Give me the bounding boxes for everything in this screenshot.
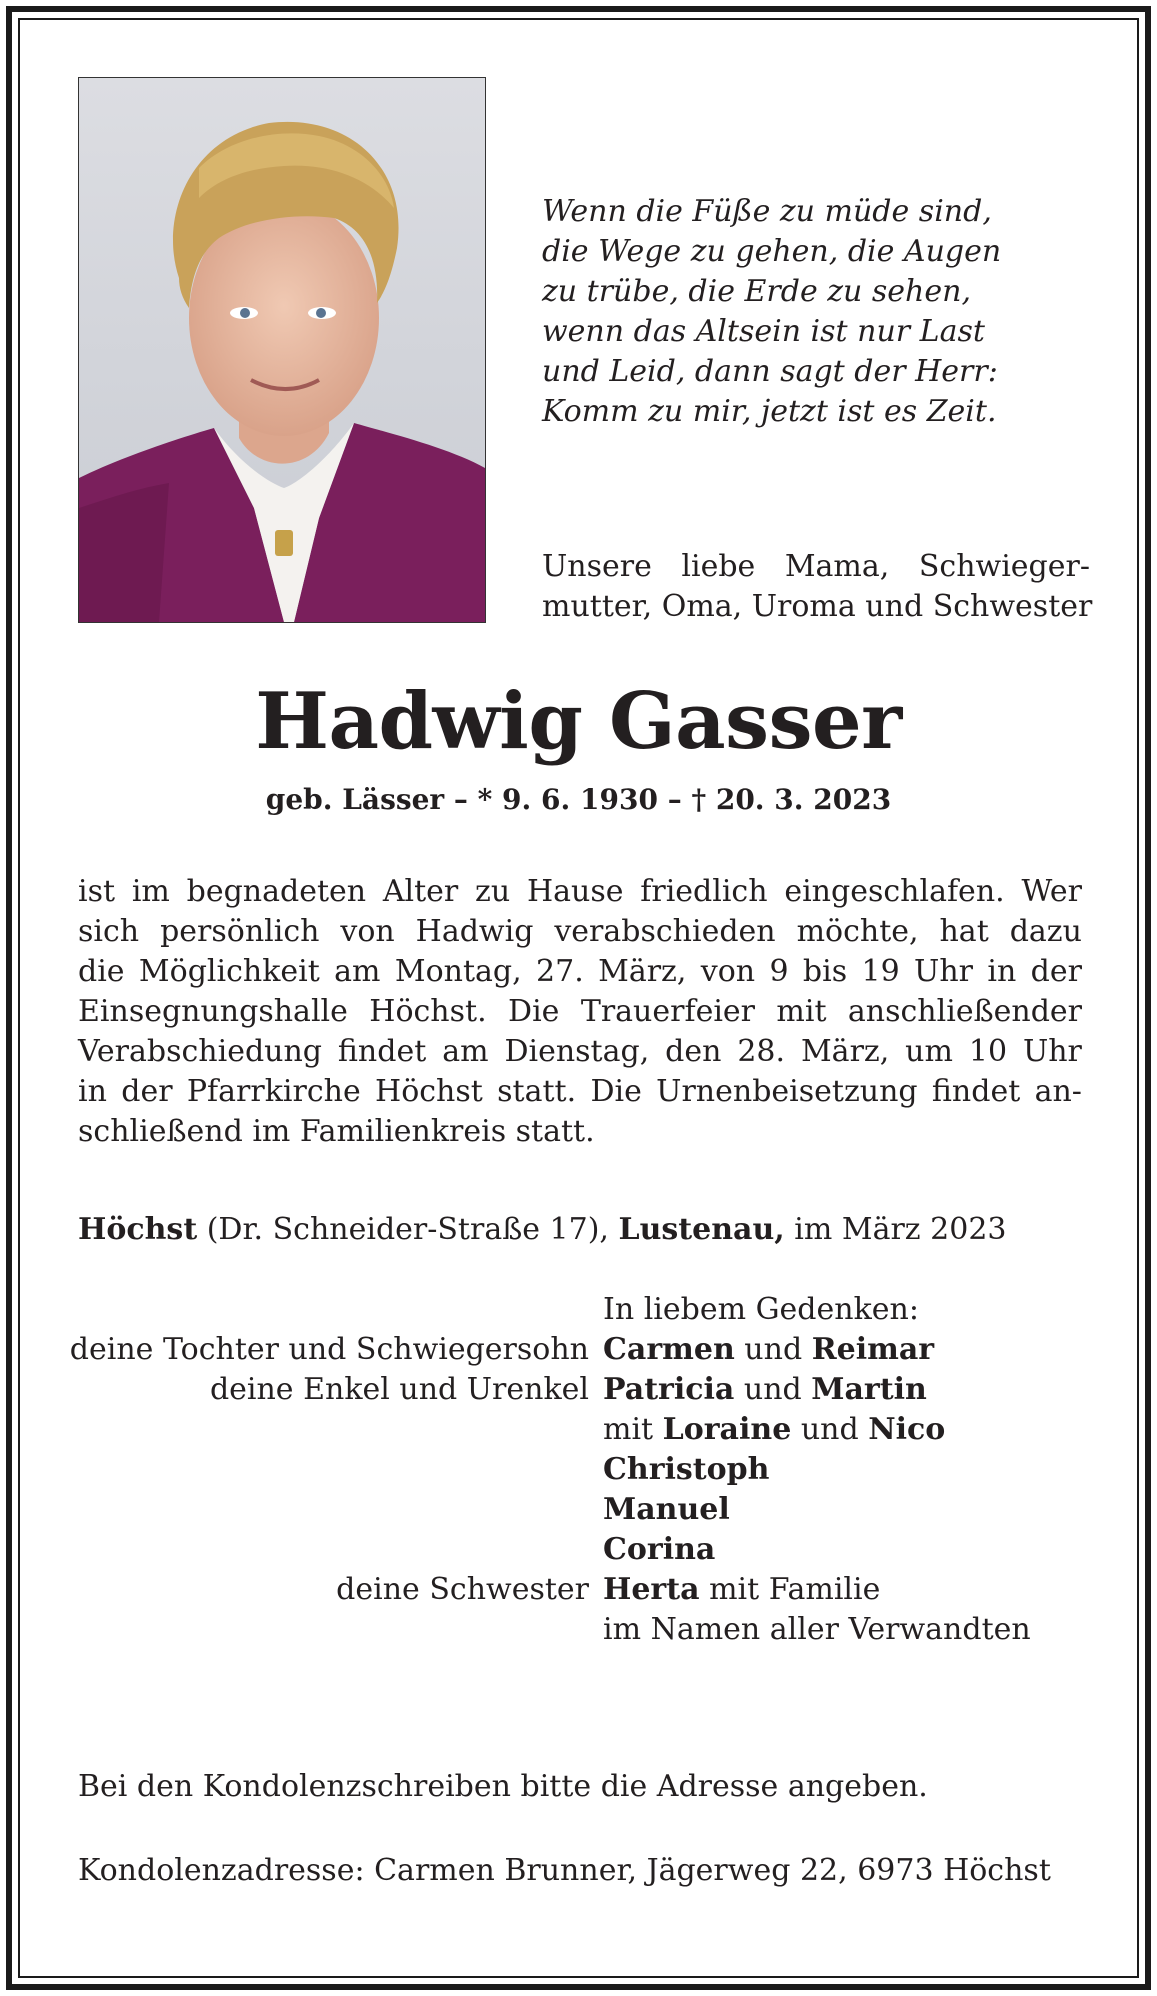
body-word: 27. bbox=[536, 954, 584, 989]
body-word: eingeschlafen. bbox=[784, 874, 1005, 909]
body-word: der bbox=[1030, 954, 1082, 989]
body-word: die bbox=[78, 954, 125, 989]
body-line bbox=[78, 912, 1082, 952]
body-word: zu bbox=[475, 874, 511, 909]
intro-text bbox=[542, 547, 1093, 627]
body-line bbox=[78, 1032, 1082, 1072]
condolence-note: Bei den Kondolenzschreiben bitte die Adresse angeben. bbox=[78, 1769, 928, 1804]
body-line: schließend im Familienkreis statt. bbox=[78, 1114, 595, 1149]
poem-line: die Wege zu gehen, die Augen bbox=[542, 234, 1002, 269]
poem-line: wenn das Altsein ist nur Last bbox=[542, 314, 985, 349]
body-word: 10 bbox=[968, 1034, 1008, 1069]
poem-quote bbox=[542, 192, 1062, 432]
mourner-row bbox=[0, 1530, 1157, 1570]
poem-line: Wenn die Füße zu müde sind, bbox=[542, 194, 992, 229]
mourner-name: Corina bbox=[603, 1532, 716, 1567]
body-word: Verabschiedung bbox=[78, 1034, 323, 1069]
portrait-photo bbox=[78, 77, 486, 623]
body-word: 28. bbox=[737, 1034, 786, 1069]
body-word: anschließender bbox=[847, 994, 1082, 1029]
mourners-heading: In liebem Gedenken: bbox=[603, 1292, 919, 1327]
suffix: mit Familie bbox=[699, 1572, 881, 1607]
town: Lustenau, bbox=[618, 1212, 785, 1247]
prefix: mit bbox=[603, 1412, 663, 1447]
body-word: verabschieden bbox=[554, 914, 776, 949]
body-word: Montag, bbox=[394, 954, 522, 989]
closing-line: im Namen aller Verwandten bbox=[603, 1612, 1031, 1647]
body-word: in bbox=[987, 954, 1017, 989]
body-word: Hadwig bbox=[415, 914, 534, 949]
birth-death-dates: geb. Lässer – * 9. 6. 1930 – † 20. 3. 2023 bbox=[265, 783, 892, 816]
mourner-name: Patricia bbox=[603, 1372, 735, 1407]
body-word: Die bbox=[590, 1074, 642, 1109]
body-word: dazu bbox=[1009, 914, 1082, 949]
body-word: März, bbox=[800, 1034, 890, 1069]
body-word: 9 bbox=[769, 954, 789, 989]
body-word: Hause bbox=[526, 874, 624, 909]
mourner-name: Reimar bbox=[811, 1332, 935, 1367]
mourners-list bbox=[0, 1290, 1157, 1650]
intro-line: mutter, Oma, Uroma und Schwester bbox=[542, 589, 1093, 624]
mourner-name: Loraine bbox=[662, 1412, 792, 1447]
joiner: und bbox=[734, 1332, 812, 1367]
body-word: begnadeten bbox=[186, 874, 367, 909]
intro-word: liebe bbox=[681, 549, 756, 584]
mourner-row bbox=[0, 1490, 1157, 1530]
poem-line: Komm zu mir, jetzt ist es Zeit. bbox=[542, 394, 997, 429]
body-word: findet bbox=[931, 1074, 1021, 1109]
body-word: Die bbox=[508, 994, 560, 1029]
joiner: und bbox=[734, 1372, 812, 1407]
body-word: Einsegnungshalle bbox=[78, 994, 348, 1029]
announcement-text bbox=[78, 872, 1082, 1152]
body-word: friedlich bbox=[640, 874, 768, 909]
body-word: Höchst bbox=[375, 1074, 483, 1109]
body-word: sich bbox=[78, 914, 140, 949]
body-word: in bbox=[78, 1074, 107, 1109]
body-word: Urnenbeisetzung bbox=[656, 1074, 918, 1109]
relation: deine Schwester bbox=[336, 1572, 589, 1607]
mourner-row bbox=[0, 1570, 1157, 1610]
intro-word: Unsere bbox=[542, 549, 652, 584]
mourner-row bbox=[0, 1370, 1157, 1410]
mourner-name: Nico bbox=[868, 1412, 946, 1447]
condolence-address: Kondolenzadresse: Carmen Brunner, Jägerweg 22, 6973 Höchst bbox=[78, 1853, 1051, 1888]
body-line bbox=[78, 1072, 1082, 1112]
body-word: statt. bbox=[497, 1074, 577, 1109]
body-word: Uhr bbox=[914, 954, 973, 989]
body-line bbox=[78, 872, 1082, 912]
mourner-name: Carmen bbox=[603, 1332, 735, 1367]
body-word: Höchst. bbox=[369, 994, 487, 1029]
mourner-name: Herta bbox=[603, 1572, 700, 1607]
body-word: von bbox=[340, 914, 395, 949]
body-word: hat bbox=[939, 914, 989, 949]
body-word: Uhr bbox=[1022, 1034, 1082, 1069]
body-word: Trauerfeier bbox=[580, 994, 756, 1029]
intro-word: Mama, bbox=[784, 549, 890, 584]
deceased-name: Hadwig Gasser bbox=[255, 676, 902, 767]
mourner-row bbox=[0, 1330, 1157, 1370]
body-word: mit bbox=[776, 994, 827, 1029]
date: im März 2023 bbox=[784, 1212, 1007, 1247]
mourner-name: Christoph bbox=[603, 1452, 770, 1487]
body-word: am bbox=[334, 954, 381, 989]
poem-line: und Leid, dann sagt der Herr: bbox=[542, 354, 998, 389]
body-word: Dienstag, bbox=[504, 1034, 650, 1069]
relation: deine Tochter und Schwiegersohn bbox=[69, 1332, 589, 1367]
body-word: bis bbox=[802, 954, 848, 989]
body-word: Möglichkeit bbox=[138, 954, 320, 989]
body-word: 19 bbox=[861, 954, 900, 989]
poem-line: zu trübe, die Erde zu sehen, bbox=[542, 274, 971, 309]
mourner-row bbox=[0, 1450, 1157, 1490]
relation: deine Enkel und Urenkel bbox=[209, 1372, 589, 1407]
body-word: ist bbox=[78, 874, 116, 909]
body-word: der bbox=[121, 1074, 173, 1109]
body-word: möchte, bbox=[796, 914, 919, 949]
body-word: Wer bbox=[1021, 874, 1082, 909]
body-word: an- bbox=[1034, 1074, 1082, 1109]
mourner-name: Martin bbox=[811, 1372, 927, 1407]
portrait-illustration bbox=[79, 78, 485, 622]
town: Höchst bbox=[78, 1212, 198, 1247]
body-word: Alter bbox=[382, 874, 459, 909]
body-word: am bbox=[442, 1034, 489, 1069]
joiner: und bbox=[791, 1412, 869, 1447]
body-line bbox=[78, 952, 1082, 992]
body-word: um bbox=[905, 1034, 953, 1069]
mourner-row bbox=[0, 1410, 1157, 1450]
address: (Dr. Schneider-Straße 17), bbox=[197, 1212, 619, 1247]
body-line bbox=[78, 992, 1082, 1032]
mourner-name: Manuel bbox=[603, 1492, 730, 1527]
body-word: März, bbox=[598, 954, 687, 989]
body-word: den bbox=[665, 1034, 722, 1069]
intro-word: Schwieger- bbox=[918, 549, 1090, 584]
body-word: von bbox=[700, 954, 756, 989]
body-word: Pfarrkirche bbox=[186, 1074, 361, 1109]
body-word: persönlich bbox=[160, 914, 320, 949]
body-word: findet bbox=[337, 1034, 427, 1069]
body-word: im bbox=[131, 874, 170, 909]
place-and-date bbox=[78, 1210, 1082, 1250]
